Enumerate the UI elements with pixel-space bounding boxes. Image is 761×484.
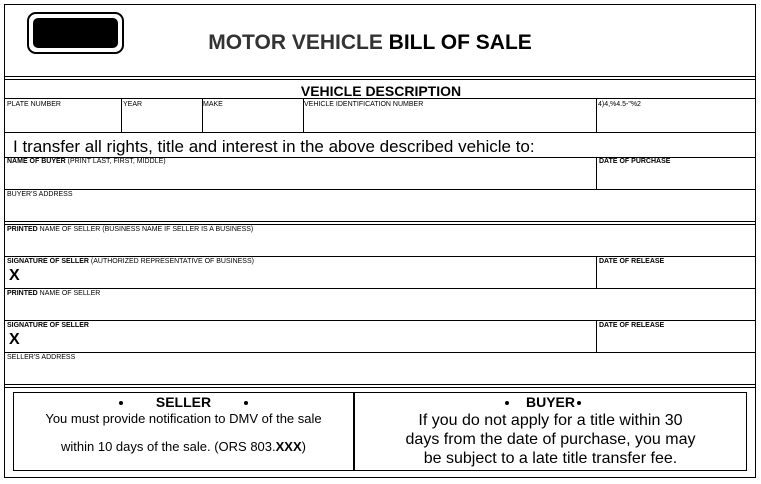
make-label: MAKE [203,101,223,108]
seller1-date-of-release-label: DATE OF RELEASE [599,258,665,265]
date-of-purchase-label: DATE OF PURCHASE [599,158,671,165]
seller1-signature-x: X [9,267,20,284]
seller2-signature-field[interactable] [23,331,595,351]
transfer-statement: I transfer all rights, title and interest in the above described vehicle to: [13,137,535,156]
seller1-printed-name-field[interactable] [5,235,755,255]
vehicle-description-heading: VEHICLE DESCRIPTION [300,83,462,99]
seller1-signature-field[interactable] [23,267,595,287]
seller1-printed-name-label: PRINTED NAME OF SELLER (BUSINESS NAME IF SELLER IS A BUSINESS) [7,226,254,233]
date-of-purchase-field[interactable] [597,167,755,187]
buyer-notice-bullet-right [577,401,581,405]
buyer-name-label: NAME OF BUYER (PRINT LAST, FIRST, MIDDLE) [7,158,166,165]
buyer-address-field[interactable] [5,200,755,220]
year-field[interactable] [122,109,202,131]
plate-number-label: PLATE NUMBER [7,101,61,108]
buyer-notice-heading: BUYER [525,394,575,410]
seller1-signature-label: SIGNATURE OF SELLER (AUTHORIZED REPRESENTATIVE OF BUSINESS) [7,258,254,265]
seller2-printed-name-field[interactable] [5,299,755,319]
extra-field[interactable] [597,109,755,131]
bill-of-sale-form [4,4,756,478]
seller-address-field[interactable] [5,363,755,383]
vin-field[interactable] [304,109,596,131]
seller1-date-of-release-field[interactable] [597,267,755,287]
year-label: YEAR [123,101,143,108]
seller-notice-box [13,392,354,471]
seller-address-label: SELLER'S ADDRESS [7,354,76,361]
buyer-notice-line-3: be subject to a late title transfer fee. [423,450,678,467]
title-part-1: MOTOR VEHICLE [208,31,383,54]
buyer-name-field[interactable] [5,167,595,187]
buyer-address-label: BUYER'S ADDRESS [7,191,73,198]
buyer-notice-box [354,392,747,471]
seller-notice-bullet-right [244,401,248,405]
seller2-date-of-release-label: DATE OF RELEASE [599,322,665,329]
make-field[interactable] [203,109,303,131]
buyer-notice-line-1: If you do not apply for a title within 30 [418,412,683,429]
seller2-signature-x: X [9,331,20,348]
seller-notice-line-1: You must provide notification to DMV of the sale [45,411,322,426]
vin-label: VEHICLE IDENTIFICATION NUMBER [304,101,424,108]
title-part-2: BILL OF SALE [388,31,532,54]
agency-logo-icon [27,12,124,54]
page-title [135,31,605,55]
seller2-date-of-release-field[interactable] [597,331,755,351]
buyer-notice-line-2: days from the date of purchase, you may [405,431,696,448]
seller2-signature-label: SIGNATURE OF SELLER [7,322,89,329]
seller-notice-line-2: within 10 days of the sale. (ORS 803.XXX) [61,439,306,454]
plate-number-field[interactable] [5,109,121,131]
seller2-printed-name-label: PRINTED NAME OF SELLER [7,290,101,297]
extra-field-label: 4)4,%4.5-"%2 [598,101,641,108]
seller-notice-heading: SELLER [155,394,212,410]
